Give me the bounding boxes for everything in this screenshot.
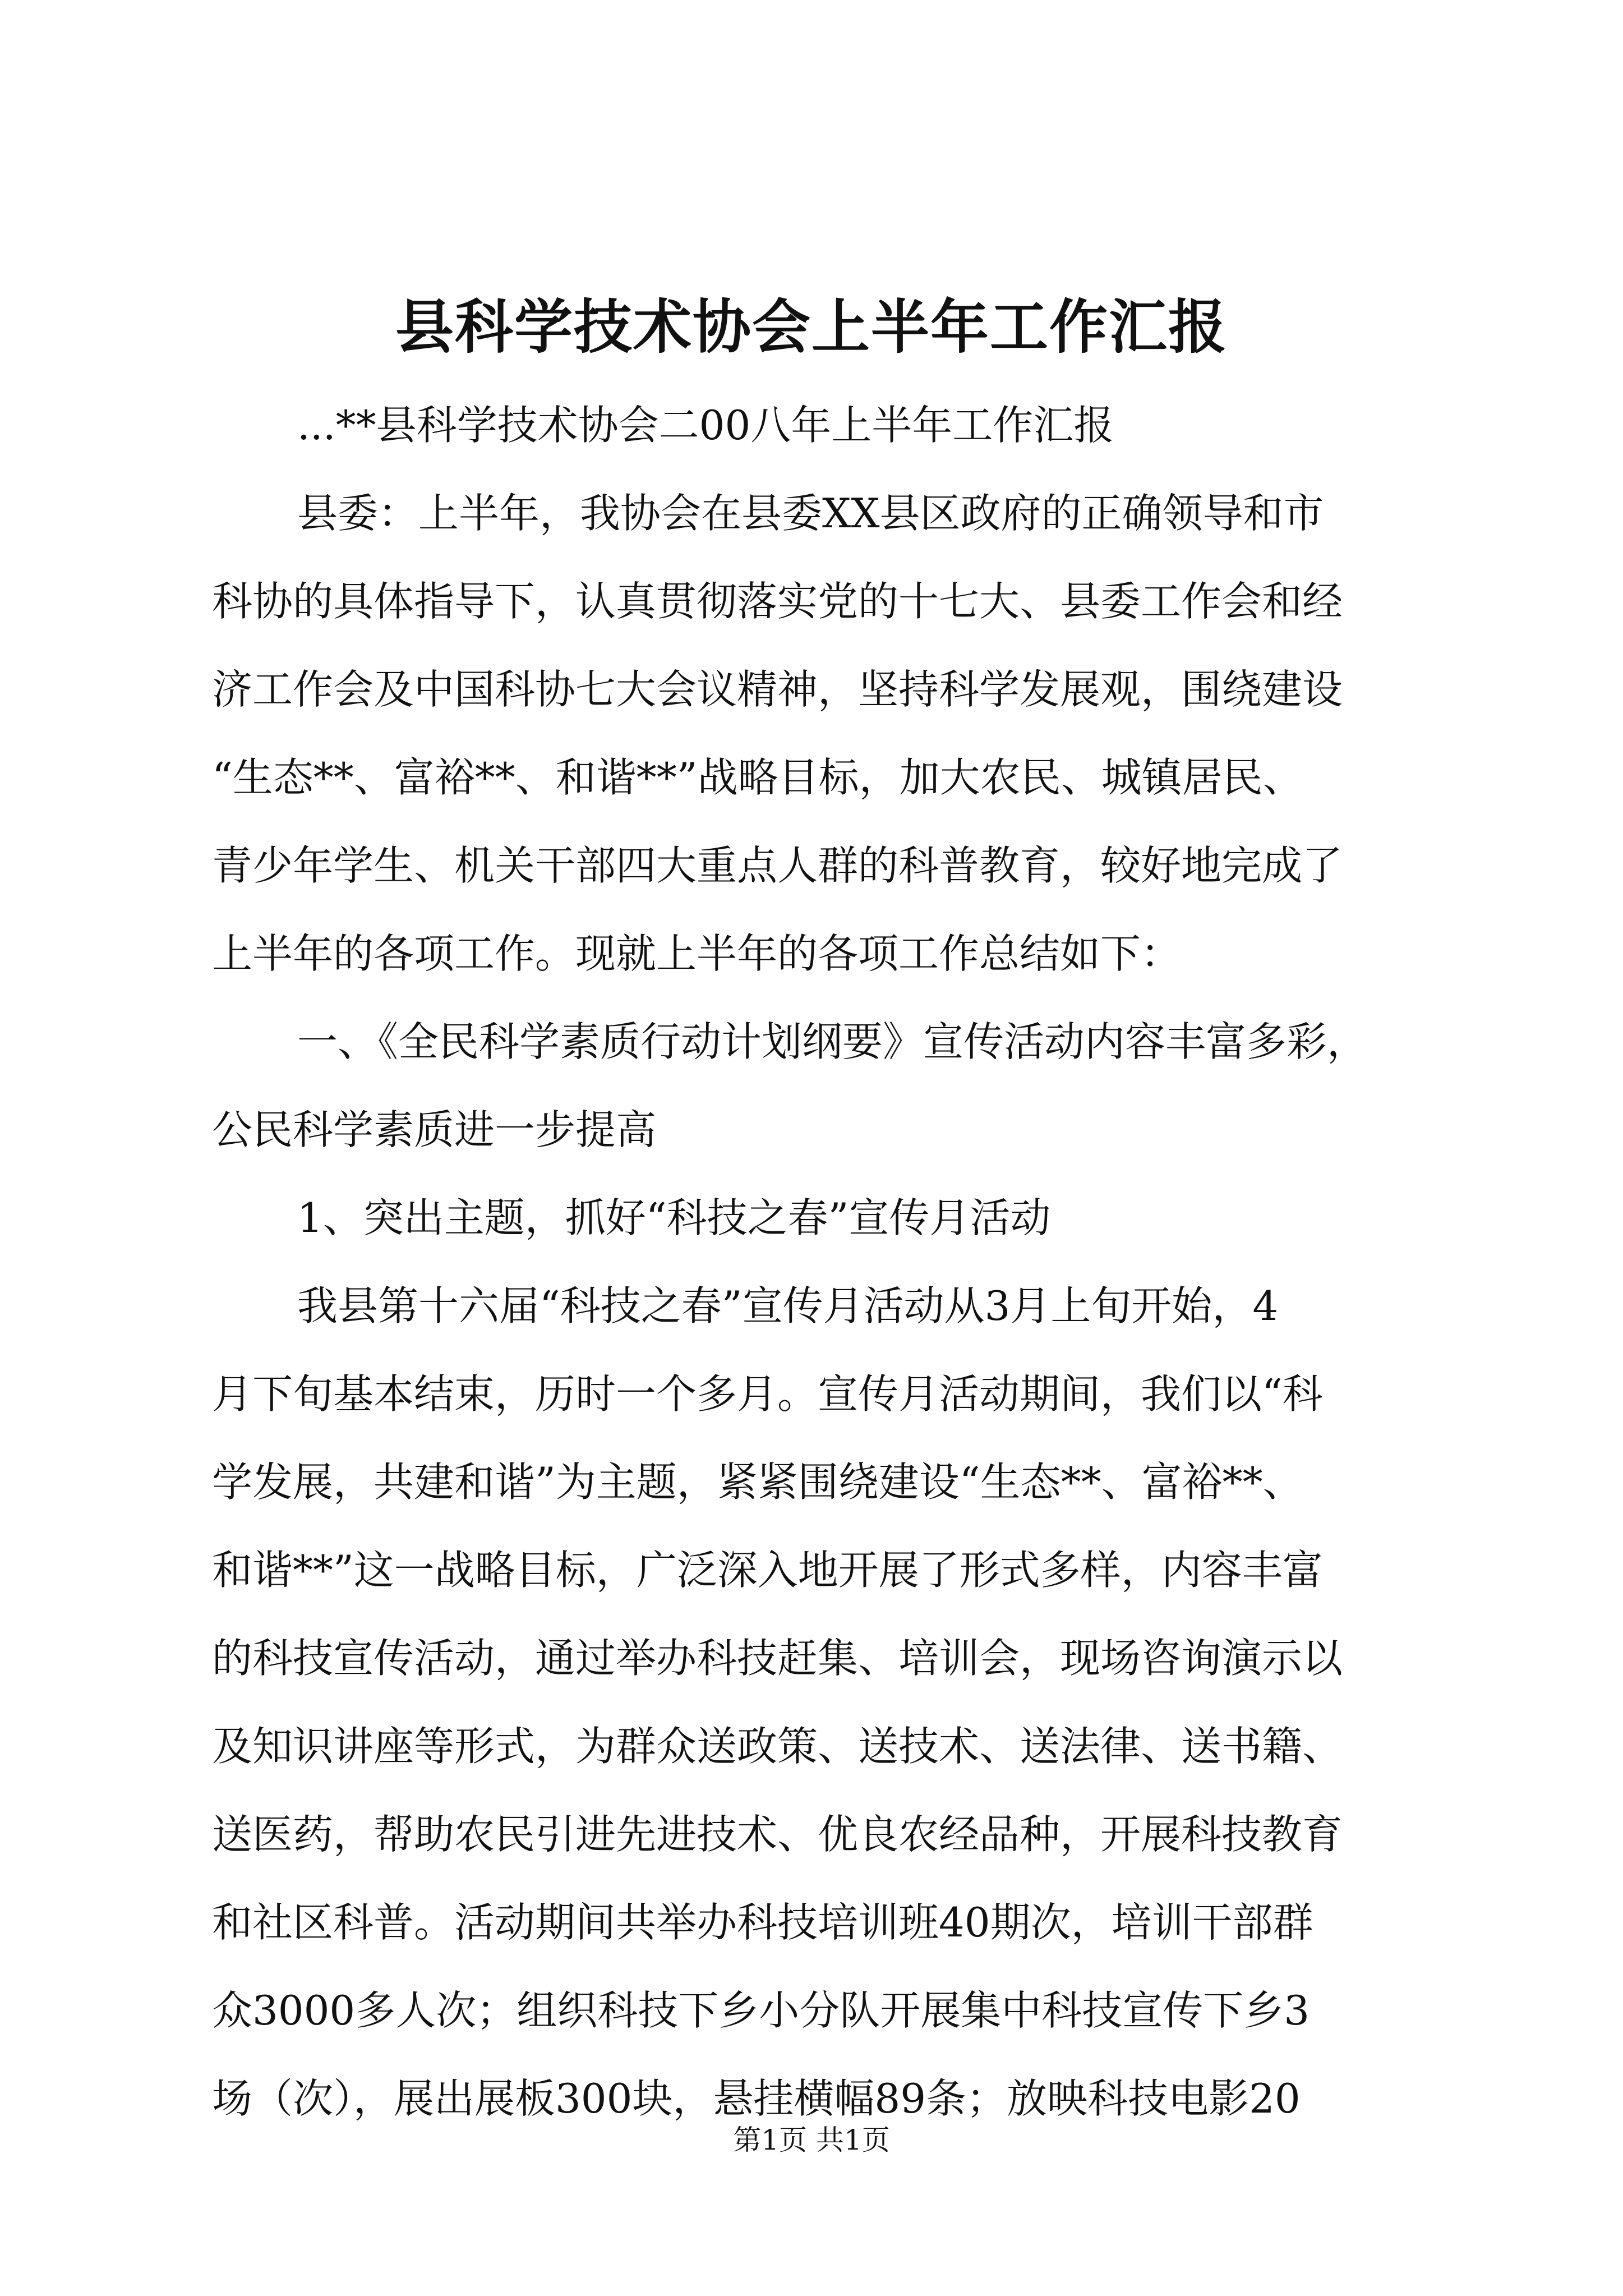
subtitle-line: ...**县科学技术协会二00八年上半年工作汇报 <box>297 402 1114 449</box>
body-line: 和社区科普。活动期间共举办科技培训班40期次，培训干部群 <box>212 1899 1313 1946</box>
page-footer: 第1页 共1页 <box>733 2124 890 2156</box>
subsection-heading-line: 1、突出主题，抓好“科技之春”宣传月活动 <box>297 1194 1051 1241</box>
body-line: 送医药，帮助农民引进先进技术、优良农经品种，开展科技教育 <box>212 1811 1343 1858</box>
section-heading-line: 一、《全民科学素质行动计划纲要》宣传活动内容丰富多彩， <box>297 1018 1368 1065</box>
body-line: 上半年的各项工作。现就上半年的各项工作总结如下： <box>212 930 1182 977</box>
body-line: 众3000多人次；组织科技下乡小分队开展集中科技宣传下乡3 <box>212 1987 1310 2034</box>
body-line: 济工作会及中国科协七大会议精神，坚持科学发展观，围绕建设 <box>212 666 1343 713</box>
body-line: 我县第十六届“科技之春”宣传月活动从3月上旬开始，4 <box>297 1282 1279 1329</box>
body-line: 场（次），展出展板300块，悬挂横幅89条；放映科技电影20 <box>212 2075 1301 2122</box>
section-heading-line: 公民科学素质进一步提高 <box>212 1106 657 1153</box>
body-line: 及知识讲座等形式，为群众送政策、送技术、送法律、送书籍、 <box>212 1723 1343 1770</box>
body-line: “生态**、富裕**、和谐**”战略目标，加大农民、城镇居民、 <box>212 754 1303 801</box>
body-line: 青少年学生、机关干部四大重点人群的科普教育，较好地完成了 <box>212 842 1343 889</box>
body-line: 的科技宣传活动，通过举办科技赶集、培训会，现场咨询演示以 <box>212 1635 1343 1682</box>
body-line: 科协的具体指导下，认真贯彻落实党的十七大、县委工作会和经 <box>212 578 1343 625</box>
body-line: 月下旬基本结束，历时一个多月。宣传月活动期间，我们以“科 <box>212 1370 1323 1418</box>
body-line: 学发展，共建和谐”为主题，紧紧围绕建设“生态**、富裕**、 <box>212 1458 1303 1506</box>
document-title: 县科学技术协会上半年工作汇报 <box>395 292 1228 361</box>
body-line: 县委：上半年，我协会在县委XX县区政府的正确领导和市 <box>297 490 1324 537</box>
document-body <box>212 381 1412 2143</box>
body-line: 和谐**”这一战略目标，广泛深入地开展了形式多样，内容丰富 <box>212 1547 1323 1594</box>
